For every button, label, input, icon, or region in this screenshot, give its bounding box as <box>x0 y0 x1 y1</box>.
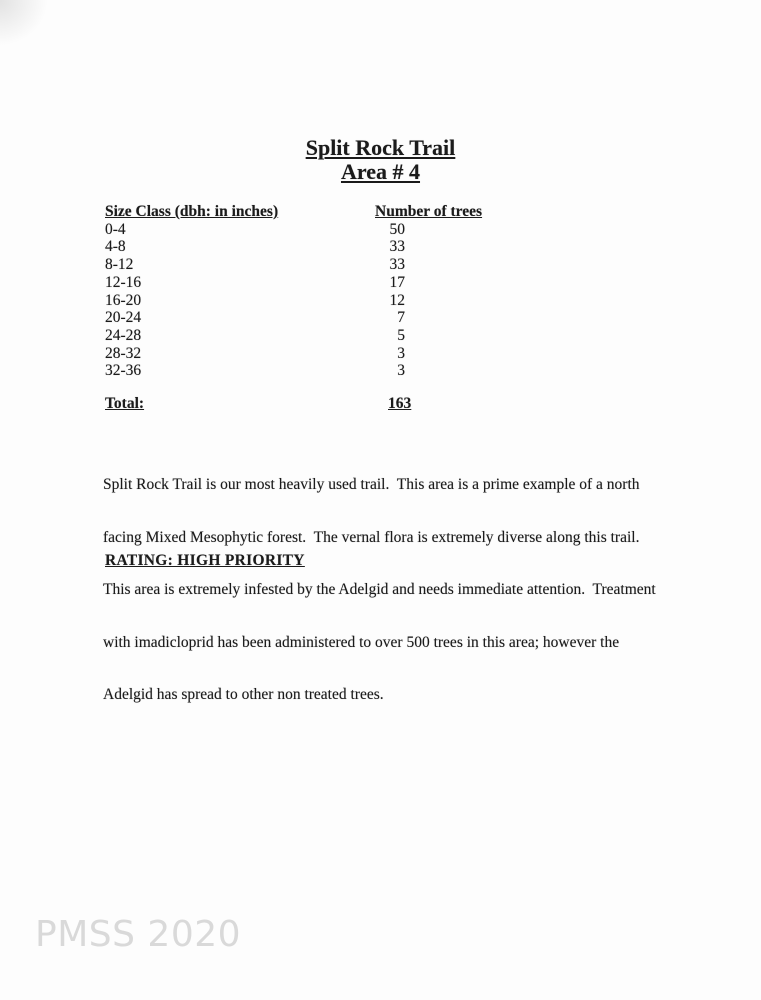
description-line: Adelgid has spread to other non treated trees. <box>103 686 384 703</box>
scan-smudge-artifact <box>0 0 48 46</box>
description-line: Split Rock Trail is our most heavily used trail. This area is a prime example of a north <box>103 476 640 493</box>
total-value: 163 <box>388 395 412 412</box>
description-line: facing Mixed Mesophytic forest. The vernal flora is extremely diverse along this trail. <box>103 528 640 546</box>
title-line-trail-name: Split Rock Trail <box>305 135 456 160</box>
tree-count-cell: 33 <box>389 256 405 274</box>
description-paragraph <box>103 441 683 739</box>
tree-count-cell: 5 <box>397 326 405 344</box>
tree-count-cell: 17 <box>389 273 405 291</box>
document-title <box>0 136 761 183</box>
table-row <box>105 309 505 327</box>
table-row <box>105 238 505 256</box>
tree-count-cell: 50 <box>389 220 405 238</box>
size-class-cell: 24-28 <box>105 326 142 344</box>
watermark: PMSS 2020 <box>35 914 242 955</box>
description-line: with imadicloprid has been administered to over 500 trees in this area; however the <box>103 633 620 651</box>
total-label: Total: <box>105 395 145 412</box>
table-header-row <box>105 203 505 221</box>
size-class-cell: 12-16 <box>105 273 142 291</box>
column-header-size-class: Size Class (dbh: in inches) <box>105 203 279 220</box>
tree-count-cell: 3 <box>397 362 405 380</box>
title-line-area-number: Area # 4 <box>340 158 421 184</box>
rating-line: RATING: HIGH PRIORITY <box>105 552 305 569</box>
tree-count-cell: 3 <box>397 344 405 362</box>
table-row <box>105 362 505 380</box>
tree-count-cell: 12 <box>389 291 405 309</box>
size-class-cell: 4-8 <box>105 238 126 256</box>
table-row <box>105 292 505 310</box>
table-row <box>105 345 505 363</box>
table-row <box>105 256 505 274</box>
tree-count-cell: 7 <box>397 309 405 327</box>
size-class-table <box>105 203 505 380</box>
size-class-cell: 16-20 <box>105 291 142 309</box>
table-row <box>105 327 505 345</box>
table-row <box>105 274 505 292</box>
size-class-cell: 20-24 <box>105 309 142 327</box>
size-class-cell: 28-32 <box>105 344 142 362</box>
table-total-row <box>105 395 505 413</box>
tree-count-cell: 33 <box>389 238 405 256</box>
column-header-number-of-trees: Number of trees <box>375 203 483 220</box>
description-line: This area is extremely infested by the Adelgid and needs immediate attention. Treatment <box>103 581 656 598</box>
size-class-cell: 8-12 <box>105 256 134 274</box>
table-row <box>105 221 505 239</box>
size-class-cell: 0-4 <box>105 220 126 238</box>
size-class-cell: 32-36 <box>105 362 142 380</box>
